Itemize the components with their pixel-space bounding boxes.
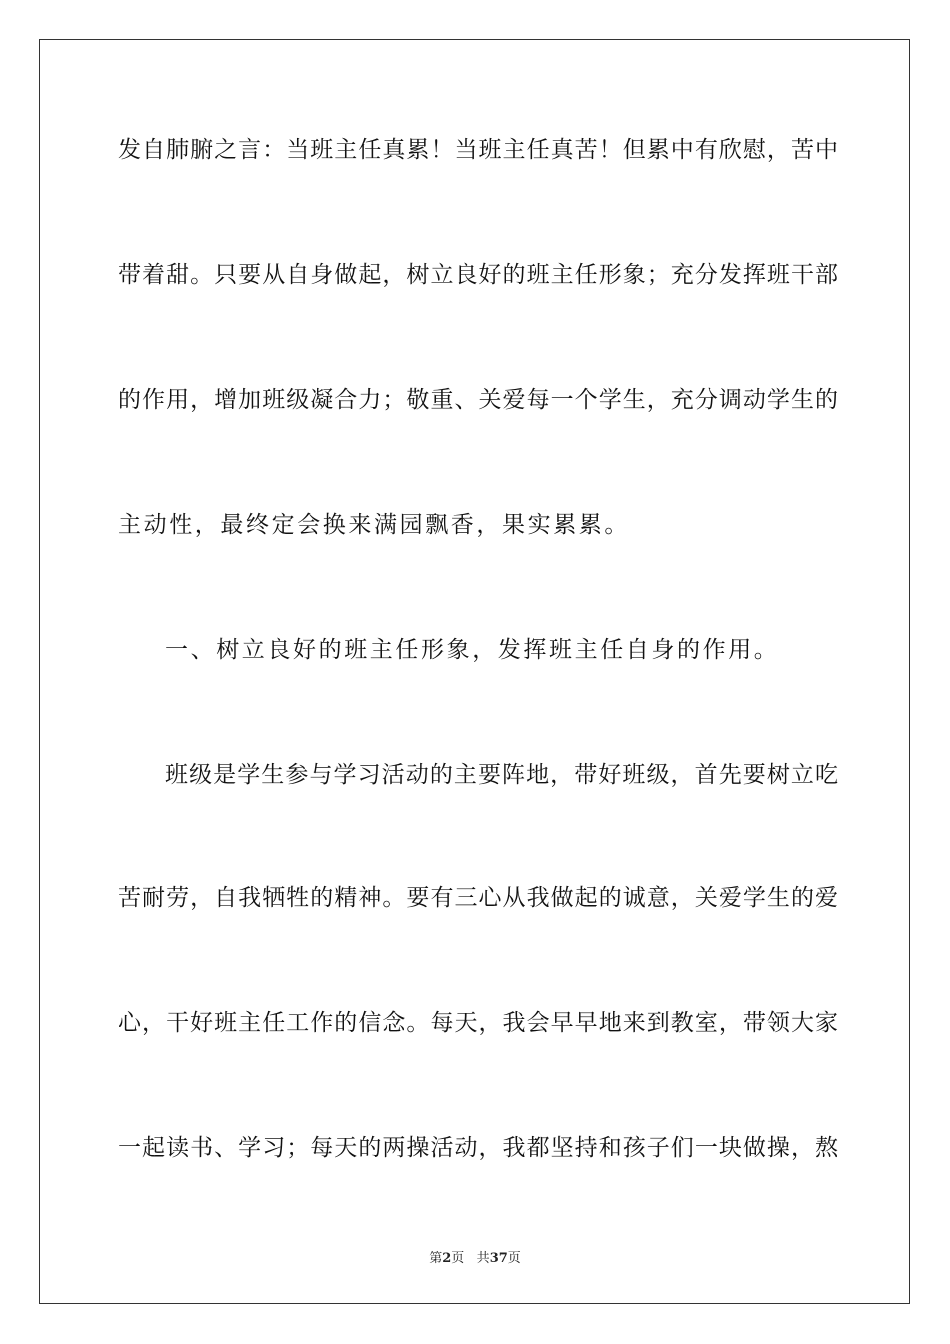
section-heading: 一、树立良好的班主任形象，发挥班主任自身的作用。 <box>165 637 780 663</box>
page-footer <box>0 1247 950 1266</box>
page-border <box>39 39 910 1304</box>
footer-page-suffix: 页 <box>451 1251 465 1266</box>
footer-total-suffix: 页 <box>507 1251 521 1266</box>
body-line-8: 心，干好班主任工作的信念。每天，我会早早地来到教室，带领大家 <box>118 1010 838 1036</box>
footer-total-pages: 37 <box>489 1251 508 1266</box>
footer-total-prefix: 共 <box>476 1251 490 1266</box>
footer-prefix: 第 <box>429 1251 443 1266</box>
body-line-7: 苦耐劳，自我牺牲的精神。要有三心从我做起的诚意，关爱学生的爱 <box>118 885 838 911</box>
body-line-4: 主动性，最终定会换来满园飘香，果实累累。 <box>118 512 630 538</box>
body-line-3: 的作用，增加班级凝合力；敬重、关爱每一个学生，充分调动学生的 <box>118 387 838 413</box>
body-line-9: 一起读书、学习；每天的两操活动，我都坚持和孩子们一块做操，熬 <box>118 1135 838 1161</box>
body-line-1: 发自肺腑之言：当班主任真累！当班主任真苦！但累中有欣慰，苦中 <box>118 137 838 163</box>
body-line-2: 带着甜。只要从自身做起，树立良好的班主任形象；充分发挥班干部 <box>118 262 838 288</box>
footer-page-number: 2 <box>442 1251 452 1266</box>
body-line-6: 班级是学生参与学习活动的主要阵地，带好班级，首先要树立吃 <box>165 762 838 788</box>
